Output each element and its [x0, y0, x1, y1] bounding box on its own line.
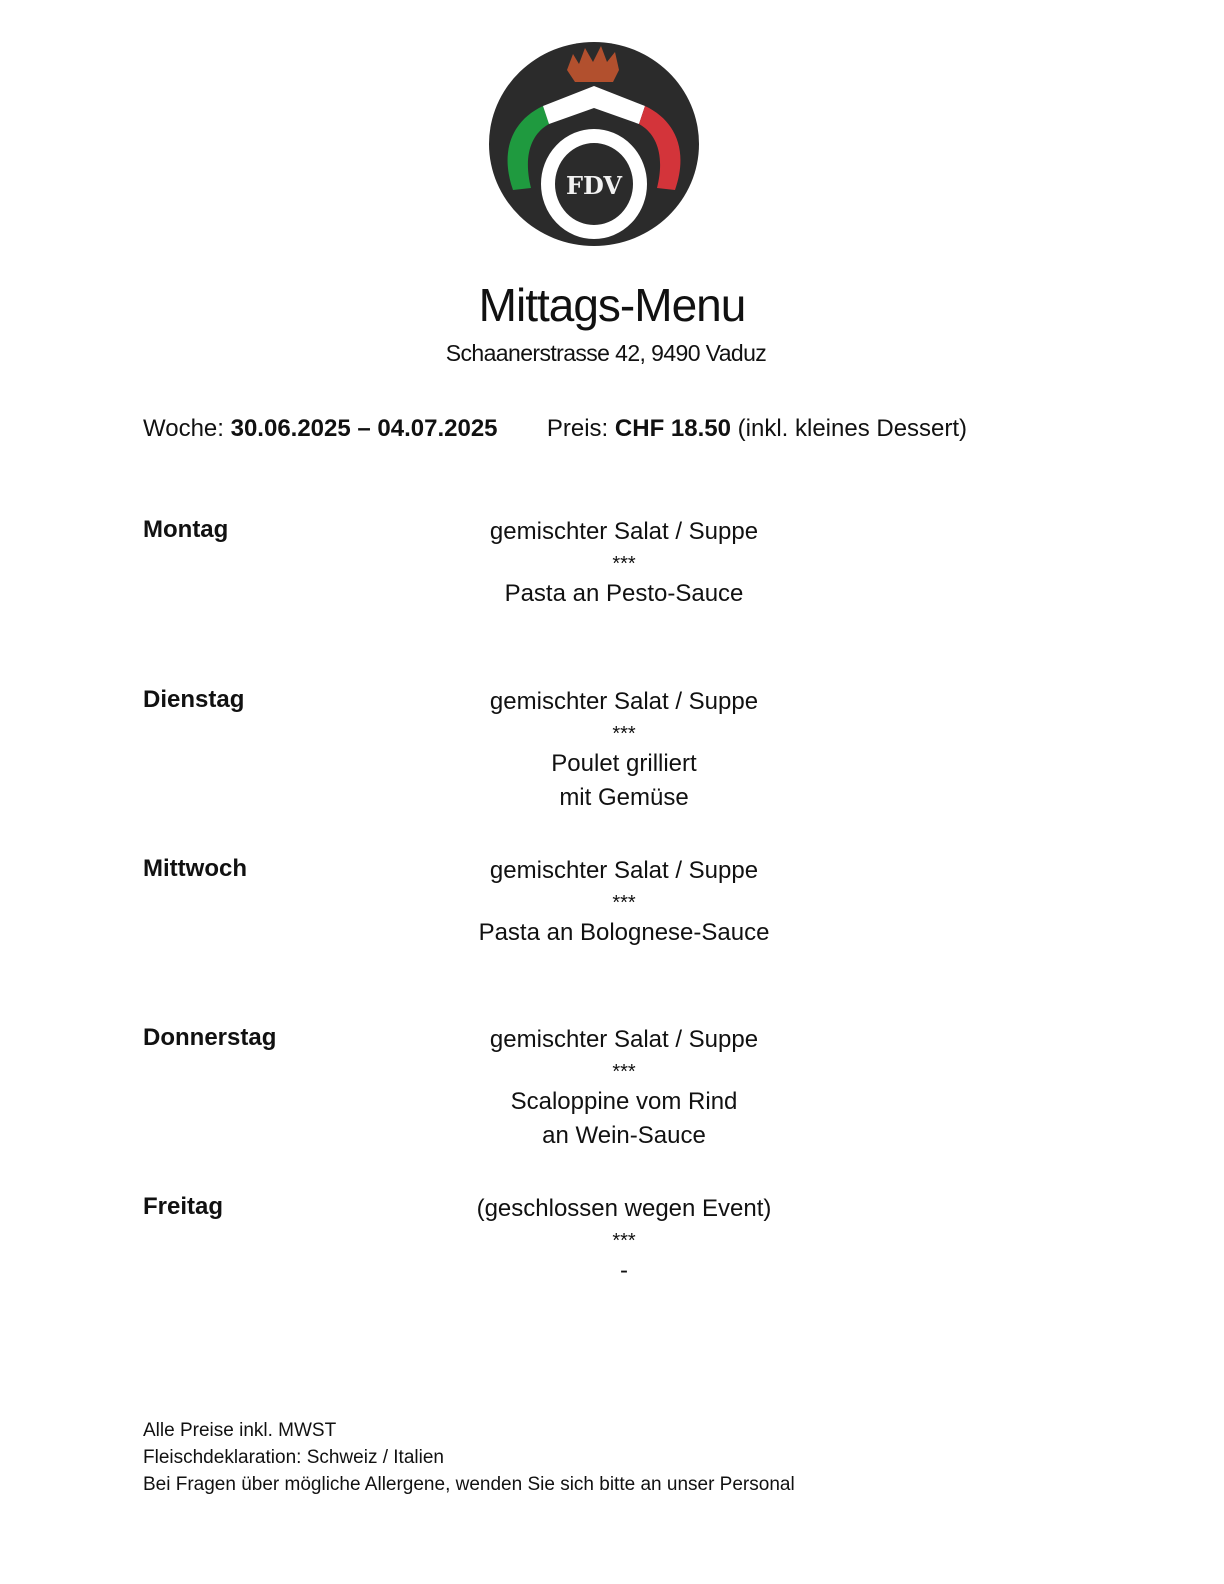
day-name-mittwoch: Mittwoch — [143, 855, 247, 882]
main-course-line: - — [620, 1257, 628, 1284]
day-name-montag: Montag — [143, 516, 229, 543]
starter: gemischter Salat / Suppe — [489, 688, 759, 715]
main-course-line: Pasta an Bolognese-Sauce — [478, 919, 770, 946]
day-name-dienstag: Dienstag — [143, 686, 245, 713]
separator: *** — [612, 553, 636, 575]
menu-freitag — [424, 1192, 824, 1288]
week-range: 30.06.2025 – 04.07.2025 — [230, 415, 498, 442]
separator: *** — [612, 1230, 636, 1252]
separator: *** — [612, 1061, 636, 1083]
main-course-line: Pasta an Pesto-Sauce — [504, 580, 744, 607]
starter: (geschlossen wegen Event) — [476, 1195, 772, 1222]
starter: gemischter Salat / Suppe — [489, 518, 759, 545]
price-value: CHF 18.50 — [614, 415, 731, 442]
footer-notes — [143, 1417, 795, 1498]
day-name-donnerstag: Donnerstag — [143, 1024, 277, 1051]
starter: gemischter Salat / Suppe — [489, 1026, 759, 1053]
separator: *** — [612, 892, 636, 914]
menu-dienstag — [424, 685, 824, 815]
address: Schaanerstrasse 42, 9490 Vaduz — [445, 340, 767, 366]
starter: gemischter Salat / Suppe — [489, 857, 759, 884]
menu-mittwoch — [424, 854, 824, 950]
footer-line-vat: Alle Preise inkl. MWST — [143, 1420, 337, 1441]
main-course-line: an Wein-Sauce — [542, 1122, 706, 1149]
main-course-line: mit Gemüse — [559, 784, 689, 811]
restaurant-logo — [487, 40, 701, 248]
menu-montag — [424, 515, 824, 611]
price-label: Preis: — [546, 415, 609, 442]
logo-text: FDV — [565, 171, 623, 200]
footer-line-meat-origin: Fleischdeklaration: Schweiz / Italien — [143, 1447, 444, 1468]
page-title: Mittags-Menu — [478, 279, 746, 331]
week-price-line — [143, 415, 967, 443]
week-label: Woche: — [143, 415, 224, 442]
footer-line-allergens: Bei Fragen über mögliche Allergene, wenden Sie sich bitte an unser Personal — [143, 1474, 795, 1495]
day-name-freitag: Freitag — [143, 1193, 224, 1220]
separator: *** — [612, 723, 636, 745]
menu-donnerstag — [424, 1023, 824, 1153]
main-course-line: Scaloppine vom Rind — [510, 1088, 738, 1115]
price-note: (inkl. kleines Dessert) — [737, 415, 968, 442]
main-course-line: Poulet grilliert — [551, 750, 697, 777]
